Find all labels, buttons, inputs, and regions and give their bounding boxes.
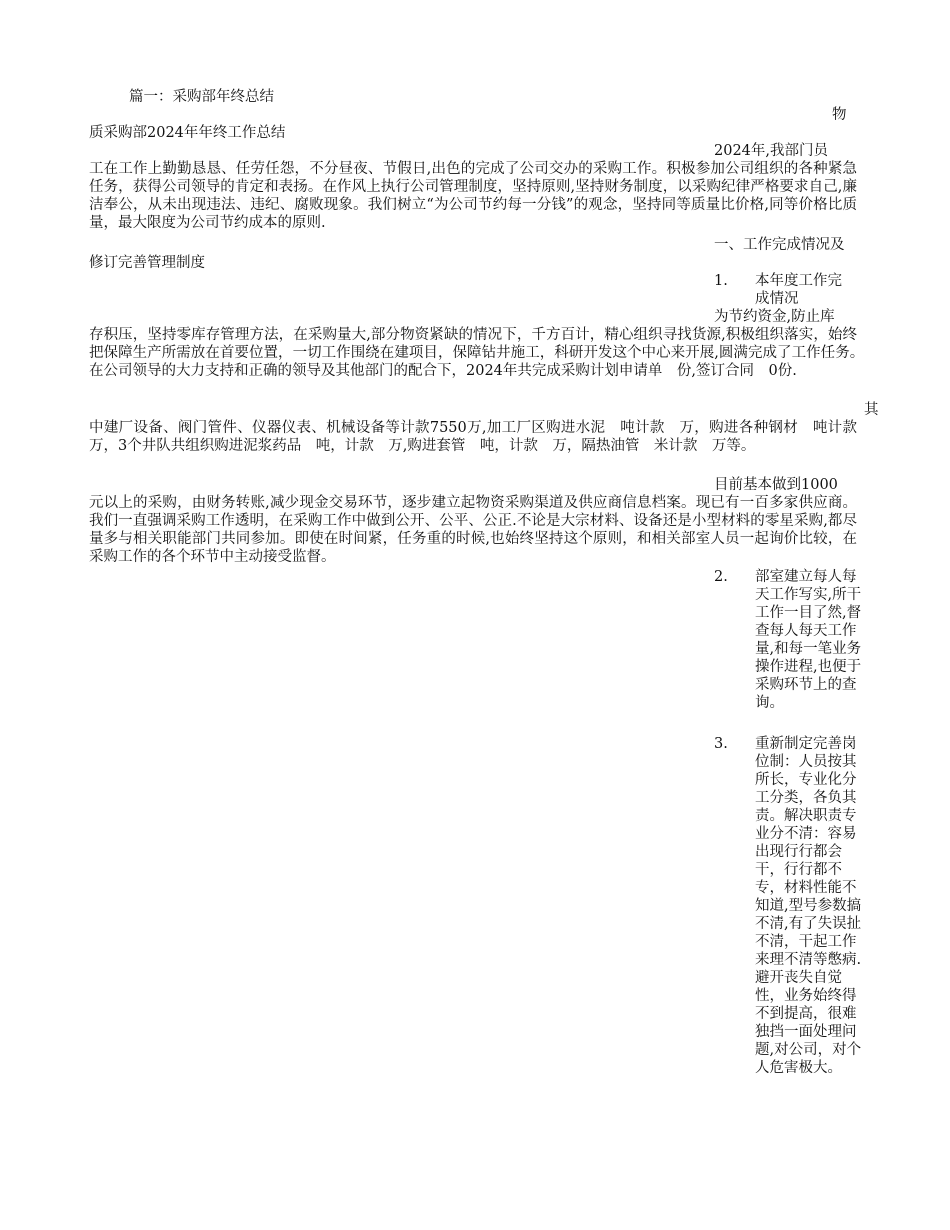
paragraph-fragment: 其 [864,402,879,418]
list-number: 1. [714,273,728,289]
list-item-text: 部室建立每人每天工作写实,所干工作一目了然,督查每人每天工作量,和每一笔业务操作进程,也便于采购环节上的查询。 [755,569,862,711]
title-fragment: 物 [832,107,847,123]
paragraph-lead: 为节约资金,防止库 [714,309,835,325]
section-heading-continued: 修订完善管理制度 [89,255,205,271]
paragraph-body: 工在工作上勤勤恳恳、任劳任怨，不分昼夜、节假日,出色的完成了公司交办的采购工作。积极参加公司组织的各种紧急任务，获得公司领导的肯定和表扬。在作风上执行公司管理制度，坚持原则,坚持财务制度，以采购纪律严格要求自己,廉洁奉公，从未出现违法、违纪、腐败现象。我们树立“为公司节约每一分钱”的观念，坚持同等质量比价格,同等价格比质量，最大限度为公司节约成本的原则. [89,161,857,231]
paragraph-lead: 2024年,我部门员 [714,143,829,159]
list-number: 2. [714,569,728,585]
report-subtitle: 质采购部2024年年终工作总结 [89,125,286,141]
paragraph-body: 元以上的采购，由财务转账,减少现金交易环节，逐步建立起物资采购渠道及供应商信息档案。现已有一百多家供应商。我们一直强调采购工作透明，在采购工作中做到公开、公平、公正.不论是大宗材料、设备还是小型材料的零星采购,都尽量多与相关职能部门共同参加。即使在时间紧，任务重的时候,也始终坚持这个原则，和相关部室人员一起询价比较，在采购工作的各个环节中主动接受监督。 [89,495,857,565]
section-heading: 一、工作完成情况及 [714,237,845,253]
paragraph-body: 存积压，坚持零库存管理方法，在采购量大,部分物资紧缺的情况下，千方百计，精心组织寻找货源,积极组织落实，始终把保障生产所需放在首要位置，一切工作围绕在建项目，保障钻井施工，科研开发这个中心来开展,圆满完成了工作任务。 在公司领导的大力支持和正确的领导及其他部门的配合下，2024年共完成采购计划申请单 份,签订合同 0份. [89,327,891,379]
list-item-text: 本年度工作完成情况 [755,273,842,307]
paragraph-lead: 目前基本做到1000 [714,477,838,493]
list-item-text: 重新制定完善岗位制：人员按其所长，专业化分工分类，各负其责。解决职责专业分不清：容易出现行行都会干，行行都不专，材料性能不知道,型号参数搞不清,有了失误扯不清，干起工作来理不清等憋病.避开丧失自觉性，业务始终得不到提高，很难独挡一面处理问题,对公司，对个人危害极大。 [755,736,862,1076]
paragraph-body: 中建厂设备、阀门管件、仪器仪表、机械设备等计款7550万,加工厂区购进水泥 吨计款 万，购进各种钢材 吨计款 万，3个井队共组织购进泥浆药品 吨，计款 万,购进套管 吨，计款 万，隔热油管 米计款 万等。 [89,420,872,454]
document-title: 篇一：采购部年终总结 [129,89,274,105]
list-number: 3. [714,736,728,752]
